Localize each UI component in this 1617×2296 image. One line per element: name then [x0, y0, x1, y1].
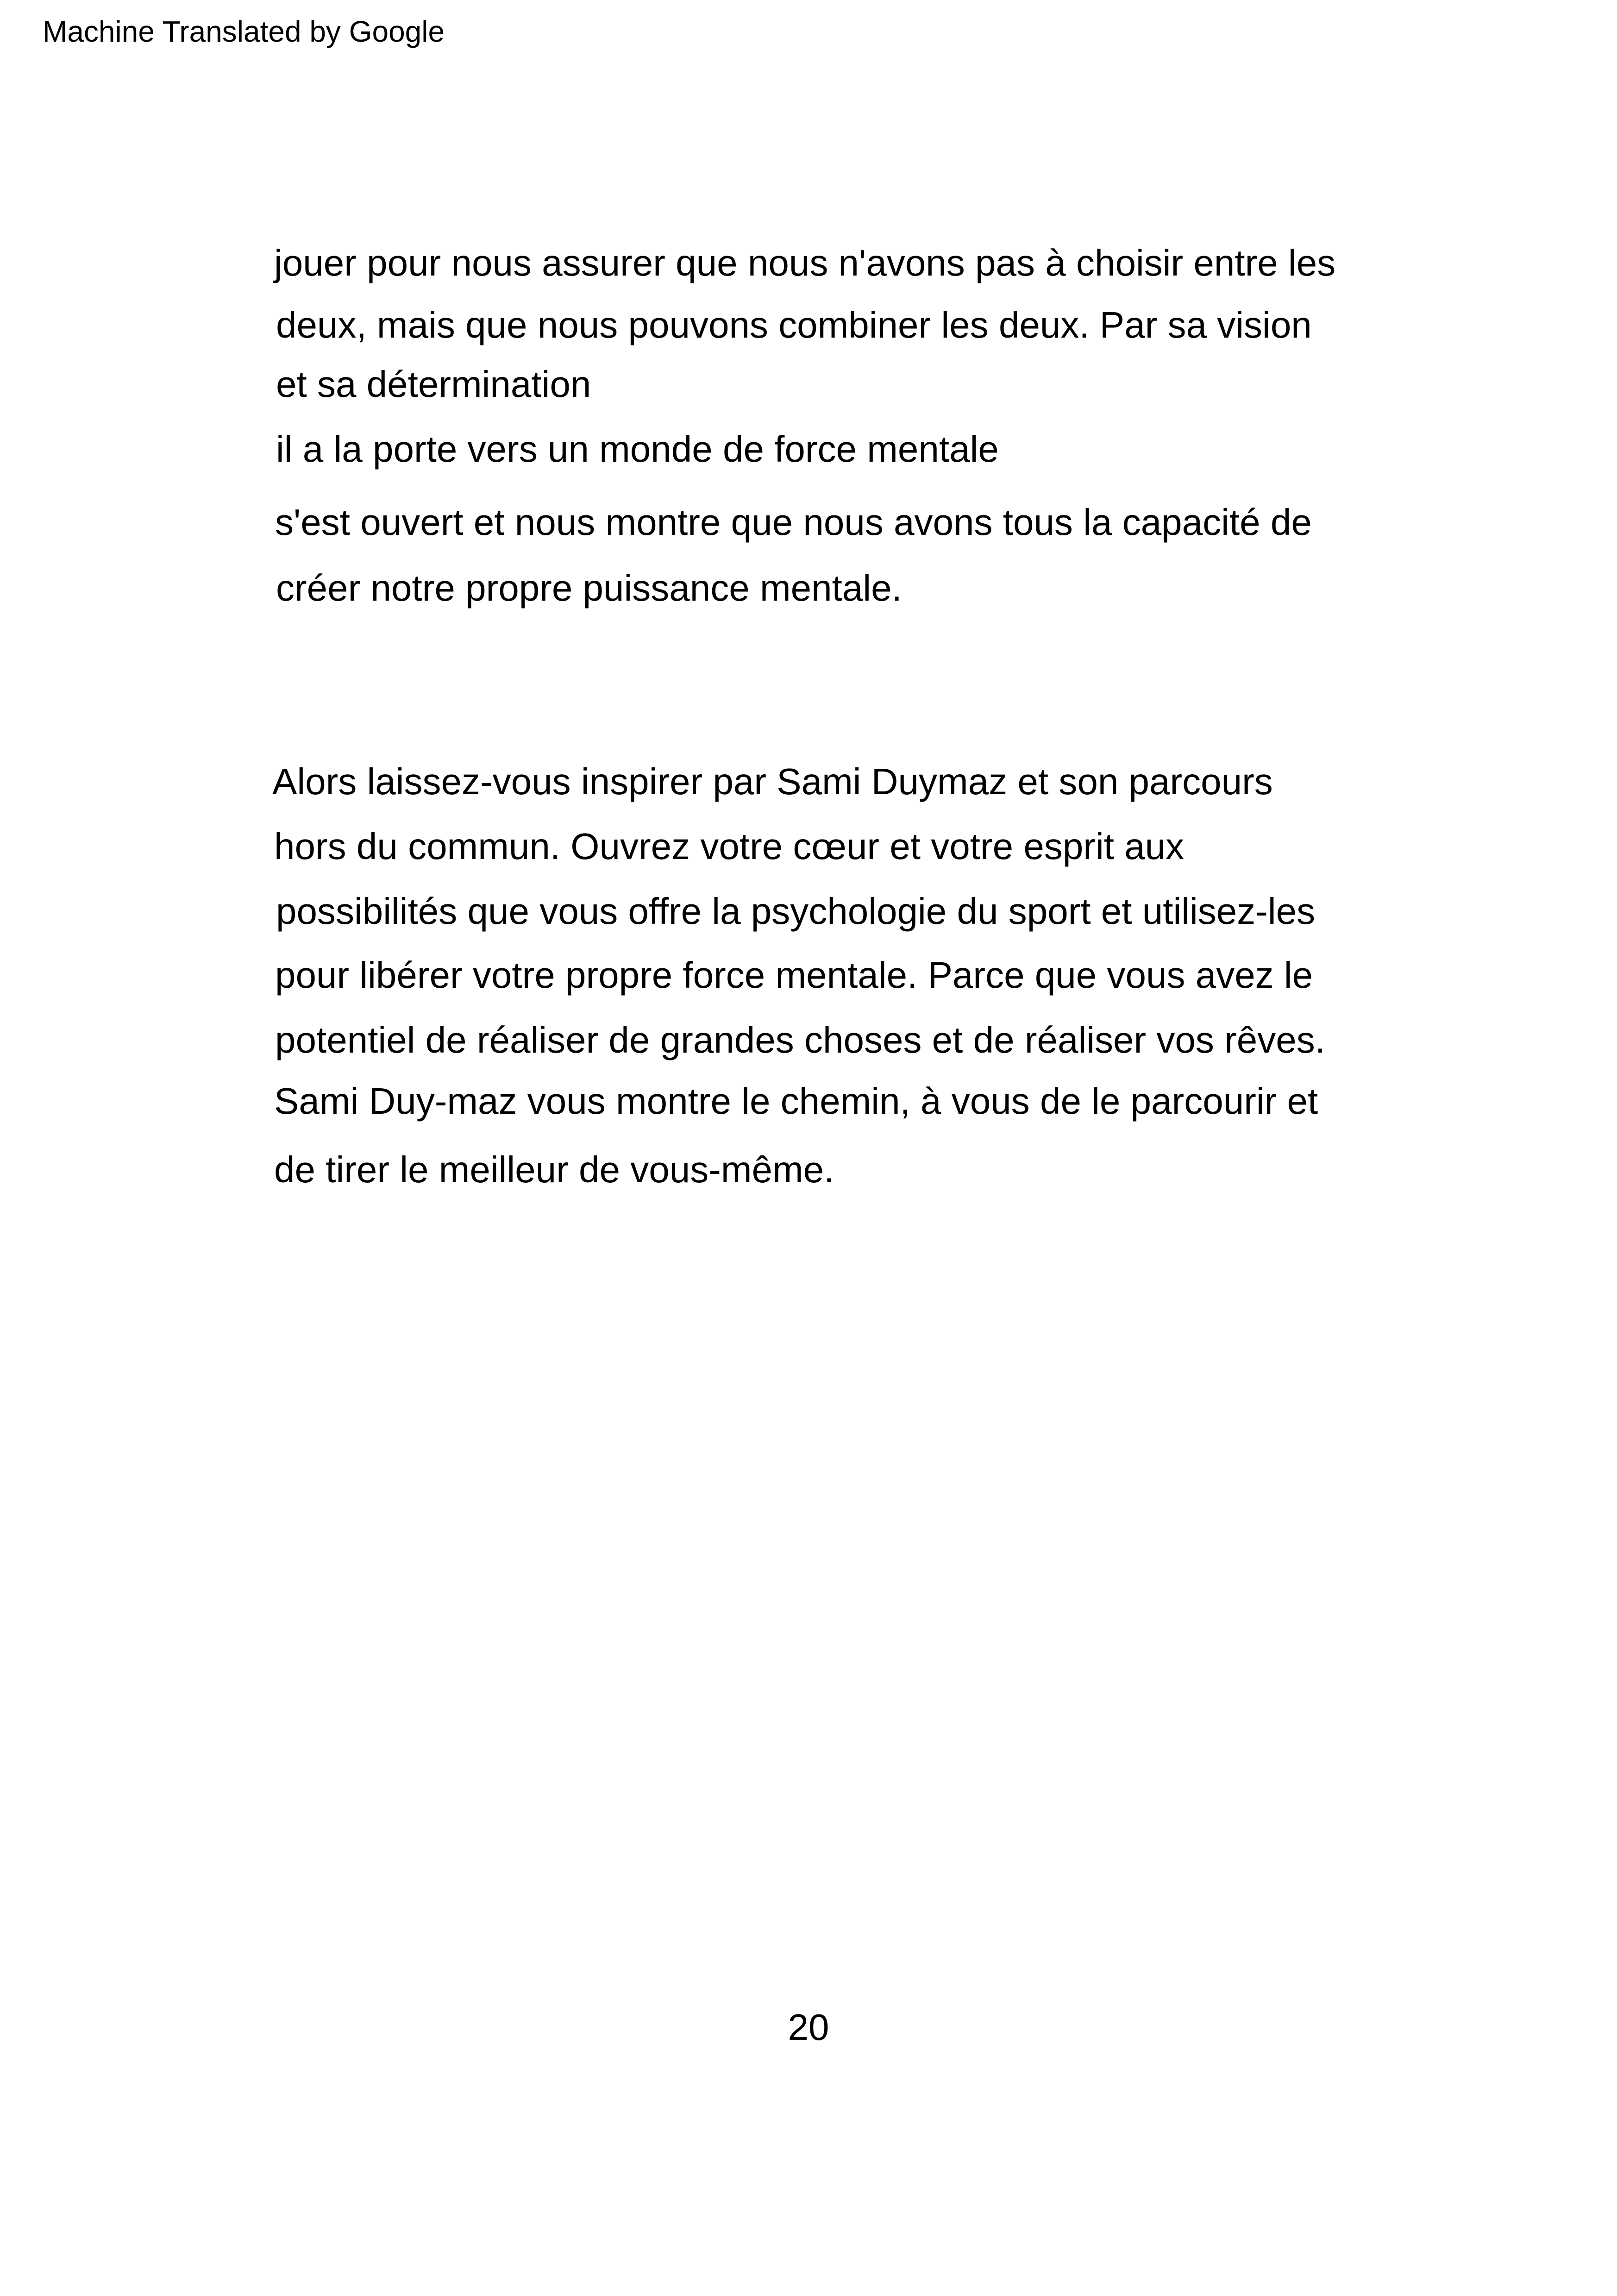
paragraph-line: Alors laissez-vous inspirer par Sami Duymaz et son parcours: [272, 761, 1273, 802]
paragraph-line: possibilités que vous offre la psychologie du sport et utilisez-les: [276, 891, 1316, 932]
page-number: 20: [788, 2007, 829, 2048]
paragraph-line: de tirer le meilleur de vous-même.: [274, 1149, 834, 1190]
paragraph-line: potentiel de réaliser de grandes choses et de réaliser vos rêves.: [275, 1019, 1325, 1060]
paragraph-line: deux, mais que nous pouvons combiner les deux. Par sa vision: [276, 304, 1312, 345]
paragraph-line: jouer pour nous assurer que nous n'avons pas à choisir entre les: [274, 242, 1336, 283]
paragraph-line: hors du commun. Ouvrez votre cœur et votre esprit aux: [274, 826, 1185, 867]
paragraph-line: pour libérer votre propre force mentale. Parce que vous avez le: [275, 954, 1313, 996]
paragraph-line: il a la porte vers un monde de force mentale: [276, 428, 999, 470]
paragraph-line: Sami Duy-maz vous montre le chemin, à vous de le parcourir et: [274, 1080, 1318, 1122]
paragraph-line: s'est ouvert et nous montre que nous avons tous la capacité de: [275, 502, 1312, 543]
paragraph-line: et sa détermination: [276, 364, 591, 405]
paragraph-line: créer notre propre puissance mentale.: [276, 567, 902, 609]
translation-notice: Machine Translated by Google: [43, 15, 445, 48]
